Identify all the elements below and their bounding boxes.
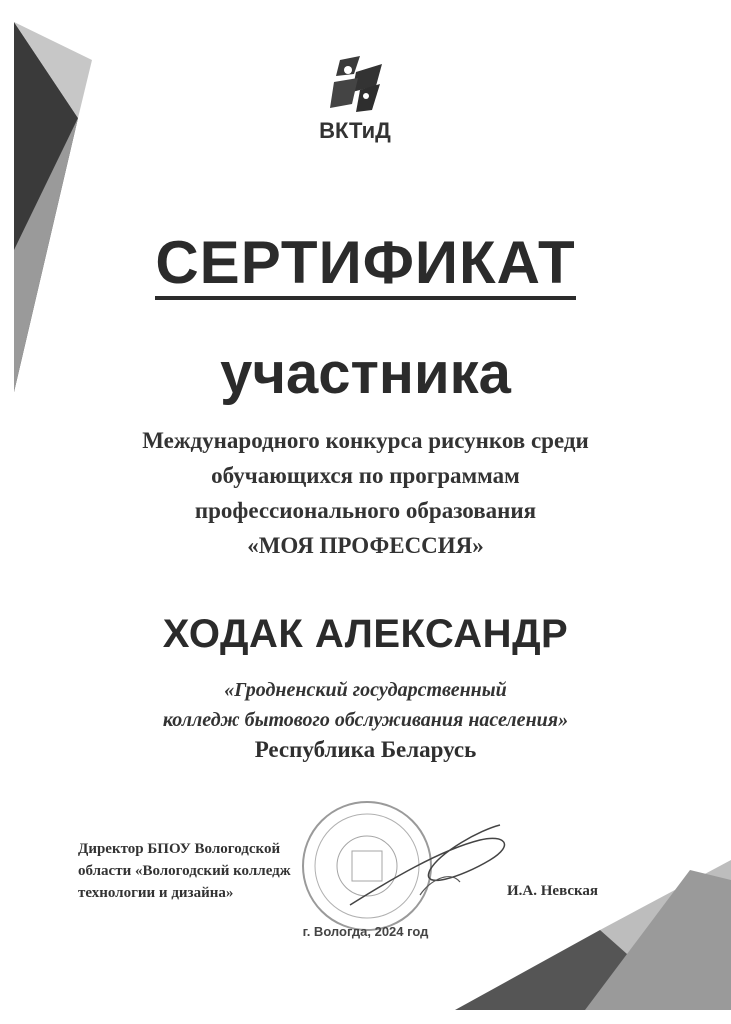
participant-name: ХОДАК АЛЕКСАНДР bbox=[162, 612, 569, 656]
director-title bbox=[78, 838, 338, 904]
certificate-title-text: СЕРТИФИКАТ bbox=[155, 229, 575, 300]
logo-text: ВКТиД bbox=[319, 118, 391, 143]
contest-line: обучающихся по программам bbox=[211, 463, 520, 488]
contest-name: «МОЯ ПРОФЕССИЯ» bbox=[247, 533, 484, 558]
college-line: колледж бытового обслуживания населения» bbox=[162, 709, 569, 731]
director-line: Директор БПОУ Вологодской bbox=[78, 841, 281, 857]
college-line: «Гродненский государственный bbox=[224, 679, 507, 701]
college-logo bbox=[300, 52, 410, 147]
contest-line: профессионального образования bbox=[194, 498, 537, 523]
participant-college bbox=[0, 675, 731, 735]
certificate-subtitle: участника bbox=[220, 341, 511, 406]
certificate-title bbox=[0, 228, 731, 297]
contest-description bbox=[0, 423, 731, 563]
logo-emblem-icon bbox=[300, 52, 410, 118]
contest-line: Международного конкурса рисунков среди bbox=[142, 428, 589, 453]
participant-country: Республика Беларусь bbox=[254, 737, 477, 762]
handwritten-signature bbox=[330, 810, 530, 920]
city-year: г. Вологда, 2024 год bbox=[302, 924, 429, 939]
director-line: технологии и дизайна» bbox=[78, 885, 234, 901]
signer-name: И.А. Невская bbox=[507, 883, 599, 899]
director-line: области «Вологодский колледж bbox=[78, 863, 291, 879]
